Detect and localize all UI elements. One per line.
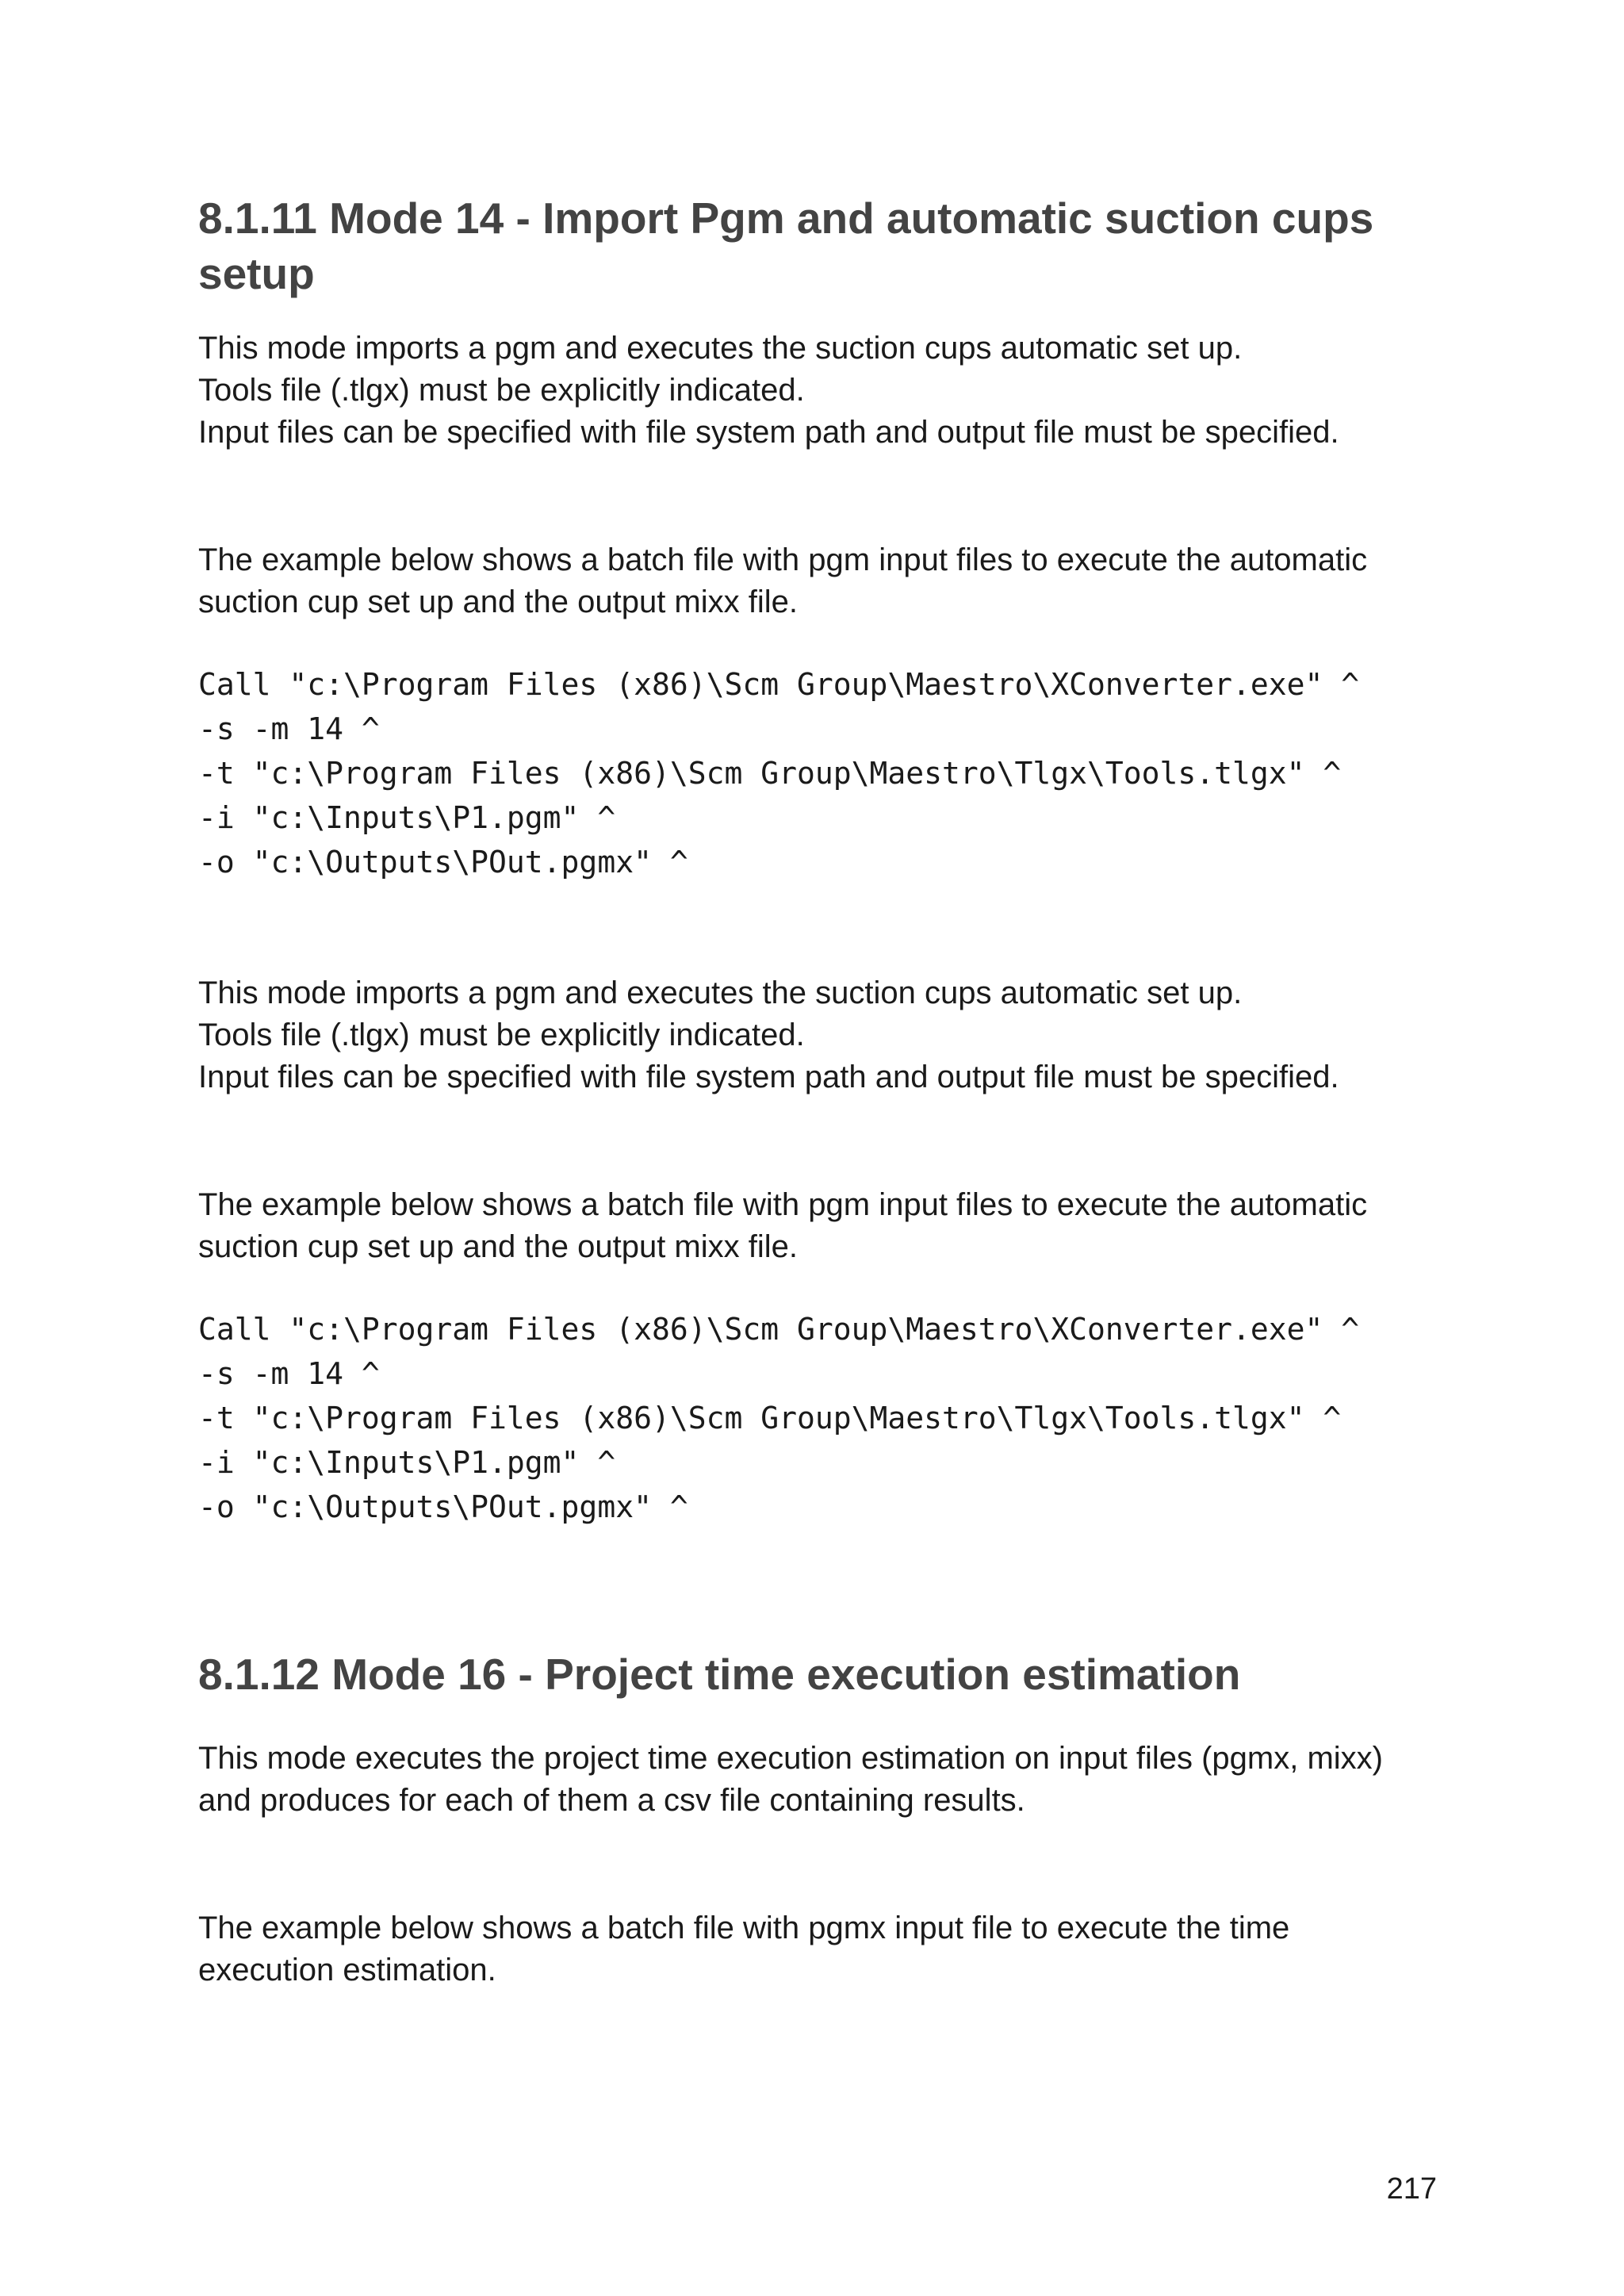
code-line: -i "c:\Inputs\P1.pgm" ^	[198, 1445, 616, 1480]
code-line: -i "c:\Inputs\P1.pgm" ^	[198, 800, 616, 835]
paragraph-example	[198, 1907, 1435, 1991]
text-line: execution estimation.	[198, 1953, 496, 1987]
text-line: Input files can be specified with file system path and output file must be specified.	[198, 415, 1339, 450]
text-line: and produces for each of them a csv file containing results.	[198, 1783, 1025, 1818]
heading-line: 8.1.12 Mode 16 - Project time execution estimation	[198, 1650, 1241, 1699]
code-line: -s -m 14 ^	[198, 1356, 380, 1391]
text-line: Input files can be specified with file system path and output file must be specified.	[198, 1060, 1339, 1094]
text-line: The example below shows a batch file with pgmx input file to execute the time	[198, 1911, 1290, 1945]
code-block	[198, 662, 1435, 884]
section-heading-mode-14	[198, 190, 1435, 301]
code-line: -o "c:\Outputs\POut.pgmx" ^	[198, 845, 688, 880]
code-line: Call "c:\Program Files (x86)\Scm Group\Maestro\XConverter.exe" ^	[198, 667, 1360, 702]
text-line: Tools file (.tlgx) must be explicitly indicated.	[198, 373, 805, 408]
text-line: The example below shows a batch file with pgm input files to execute the automatic	[198, 1187, 1368, 1222]
code-block	[198, 1307, 1435, 1529]
text-line: Tools file (.tlgx) must be explicitly indicated.	[198, 1018, 805, 1052]
text-line: This mode imports a pgm and executes the suction cups automatic set up.	[198, 976, 1243, 1010]
document-page	[198, 190, 1435, 1991]
text-line: suction cup set up and the output mixx file.	[198, 1229, 798, 1264]
code-line: -t "c:\Program Files (x86)\Scm Group\Maestro\Tlgx\Tools.tlgx" ^	[198, 756, 1342, 791]
paragraph-example	[198, 539, 1435, 623]
paragraph-intro	[198, 1738, 1435, 1822]
code-line: Call "c:\Program Files (x86)\Scm Group\Maestro\XConverter.exe" ^	[198, 1312, 1360, 1347]
section-heading-mode-16	[198, 1646, 1435, 1702]
text-line: This mode imports a pgm and executes the suction cups automatic set up.	[198, 331, 1243, 366]
text-line: suction cup set up and the output mixx file.	[198, 585, 798, 619]
text-line: This mode executes the project time execution estimation on input files (pgmx, mixx)	[198, 1741, 1383, 1776]
paragraph-intro	[198, 328, 1435, 454]
code-line: -s -m 14 ^	[198, 711, 380, 746]
paragraph-example	[198, 1184, 1435, 1268]
heading-line: setup	[198, 249, 315, 298]
code-line: -o "c:\Outputs\POut.pgmx" ^	[198, 1489, 688, 1524]
code-line: -t "c:\Program Files (x86)\Scm Group\Maestro\Tlgx\Tools.tlgx" ^	[198, 1401, 1342, 1435]
heading-line: 8.1.11 Mode 14 - Import Pgm and automatic suction cups	[198, 194, 1374, 243]
paragraph-intro	[198, 972, 1435, 1098]
text-line: The example below shows a batch file with pgm input files to execute the automatic	[198, 542, 1368, 577]
page-number: 217	[1386, 2172, 1437, 2206]
